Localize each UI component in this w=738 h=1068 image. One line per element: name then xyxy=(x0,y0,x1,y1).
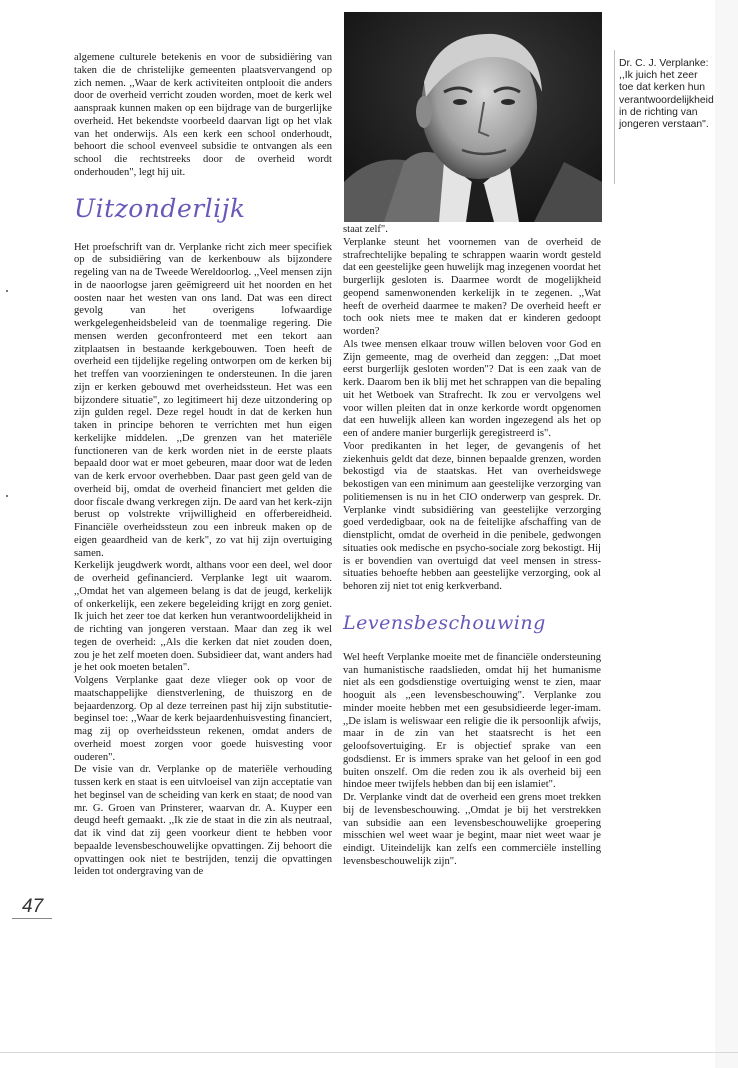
left-paragraph: Kerkelijk jeugdwerk wordt, althans voor een deel, wel door de overheid gefinancierd. Verplanke legt uit waarom. ,,Omdat het van algemeen belang is dat de jeugd, kerkelijk of onkerkelijk, een zekere begeleiding krijgt en zorg geniet. Ik juich het zeer toe dat kerken hun verantwoordelijkheid in de richting van jongeren verstaan. Maar dan zeg ik wel tegen de overheid: ,,Als die kerken dat niet zouden doen, zou je het zelf moeten doen. Subsidieer dat, want anders had je het ook moeten betalen". xyxy=(74,560,332,674)
margin-mark xyxy=(6,495,8,497)
photo-caption: Dr. C. J. Verplanke: ,,Ik juich het zeer toe dat kerken hun verantwoordelijkheid in de richting van jongeren verstaan". xyxy=(619,58,714,131)
page-edge xyxy=(715,0,738,1068)
middle-paragraph: Dr. Verplanke vindt dat de overheid een grens moet trekken bij de levensbeschouwing. ,,Omdat je bij het verstrekken van subsidie aan een levensbeschouwelijke groepering misschien wel weet waar je begint, maar niet weet waar je eindigt. Uiteindelijk kan zelfs een commerciële instelling levensbeschouwelijk zijn". xyxy=(343,792,601,867)
page-number-underline xyxy=(12,918,52,919)
middle-paragraph: Wel heeft Verplanke moeite met de financiële ondersteuning van humanistische raadslieden, omdat hij het humanisme niet als een godsdienstige overtuiging wenst te zien, maar hooguit als ,,een levensbeschouwing". Verplanke zou minder moeite hebben met een gesubsidieerde leger-imam. ,,De islam is weliswaar een religie die ik persoonlijk afwijs, maar in de zin van het staatsrecht is het een geloofsovertuiging. Er is objectief sprake van een godsdienst. Er is immers sprake van het geloof in een god buiten onszelf. Om die reden zou ik als overheid bij een hindoe meer twijfels hebben dan bij een islamiet". xyxy=(343,651,601,791)
left-paragraph: De visie van dr. Verplanke op de materiële verhouding tussen kerk en staat is een uitvloeisel van zijn acceptatie van het beginsel van de scheiding van kerk en staat; de nood van mr. G. Groen van Prinsterer, waarvan dr. A. Kuyper een deugd heeft gemaakt. ,,Ik zie de staat in die zin als neutraal, dat ik vind dat zij geen voorkeur dient te hebben voor bepaalde levensbeschouwelijke opvattingen. Zij behoort die opvattingen ook niet te bestrijden, tenzij die opvattingen leiden tot ondergraving van de xyxy=(74,764,332,878)
portrait-image xyxy=(344,12,602,222)
page-number: 47 xyxy=(22,896,44,917)
middle-paragraph: Voor predikanten in het leger, de gevangenis of het ziekenhuis geldt dat deze, binnen bepaalde grenzen, worden bekostigd via de staatskas. Het van overheidswege bekostigen van een minimum aan geestelijke verzorging van politiemensen is nu in het CIO onderwerp van gesprek. Dr. Verplanke vindt subsidiëring van geestelijke verzorging goed verdedigbaar, ook na de feitelijke afschaffing van de dienstplicht, omdat de overheid in die penibele, gedwongen situaties ook medische en psycho-sociale zorg bekostigt. Hij is er bovendien van overtuigd dat veel mensen in stress-situaties behoefte hebben aan geestelijke verzorging, ook al behoren zij niet tot enig kerkverband. xyxy=(343,440,601,592)
middle-paragraph: Als twee mensen elkaar trouw willen beloven voor God en Zijn gemeente, mag de overheid dan zeggen: ,,Dat moet eerst burgerlijk gesloten worden"? Dat is een zaak van de kerk. Daarom ben ik blij met het schrappen van die bepaling uit het Wetboek van Strafrecht. Ik zou er vervolgens wel voor willen pleiten dat in onze kerkorde wordt opgenomen dat een huwelijk alleen kan worden ingezegend als het op een of andere manier burgerlijk geregistreerd is". xyxy=(343,338,601,439)
left-paragraph: Volgens Verplanke gaat deze vlieger ook op voor de maatschappelijke dienstverlening, de thuiszorg en de bejaardenzorg. Op al deze terreinen past hij zijn substitutie-beginsel toe: ,,Waar de kerk bejaardenhuisvesting financiert, mag zij op overheidssteun rekenen, omdat anders de overheid moest zorgen voor goede huisvesting voor ouderen". xyxy=(74,675,332,763)
middle-paragraph: Verplanke steunt het voornemen van de overheid de strafrechtelijke bepaling te schrappen waarin wordt gesteld dat een geestelijke geen huwelijk mag inzegenen voordat het burgerlijk gesloten is. Daarmee wordt de mogelijkheid geopend samenwonenden kerkelijk in te zegenen. ,,Wat heeft de overheid daarmee te maken? De overheid heeft er toch ook niets mee te maken dat er kinderen gedoopt worden? xyxy=(343,236,601,337)
left-column xyxy=(74,52,332,879)
middle-column xyxy=(343,224,601,869)
left-paragraph: Het proefschrift van dr. Verplanke richt zich meer specifiek op de subsidiëring van de kerkenbouw als bijzondere regeling van na de Tweede Wereldoorlog. ,,Veel mensen zijn in de naoorlogse jaren geëmigreerd uit het noorden en het oosten naar het westen van ons land. Dat was een direct gevolg van het overigens lofwaardige werkgelegenheidsbeleid van de toenmalige regering. Die mensen werden geconfronteerd met een tekort aan zitplaatsen in bestaande kerkgebouwen. Toen heeft de overheid een tijdelijke regeling ontworpen om de kerken bij het treffen van voorzieningen te ondersteunen. In die jaren zijn er kerken gebouwd met overheidssteun. Het was een bijzondere situatie", zo legitimeert hij deze uitzondering op zijn gulden regel. Deze regel houdt in dat de kerken hun taken in principe behoren te verrichten met hun eigen kerkelijke middelen. ,,De grenzen van het materiële functioneren van de kerk worden niet in de eerste plaats bepaald door wat er moet gebeuren, maar door wat de leden van de kerk ervoor overhebben. Daar past geen geld van de overheid bij, omdat de overheid financiert met gelden die door fiscale dwang verkregen zijn. De aard van het kerk-zijn berust op volstrekte vrijwilligheid en offerbereidheid. Financiële overheidssteun zou een inbreuk maken op de eigen geaardheid van de kerk", zo vat hij zijn overtuiging samen. xyxy=(74,241,332,559)
heading-levensbeschouwing: Levensbeschouwing xyxy=(343,611,546,634)
left-intro-paragraph: algemene culturele betekenis en voor de subsidiëring van taken die de christelijke gemeenten plaatsvervangend op zich nemen. ,,Waar de kerk activiteiten ontplooit die anders door de overheid verricht zouden worden, moet de kerk wel aanspraak kunnen maken op een bijdrage van de burgerlijke overheid. Het bekendste voorbeeld daarvan ligt op het vlak van het onderwijs. Als een kerk een school onderhoudt, behoort die school evenveel subsidie te ontvangen als een school die rechtstreeks door de overheid wordt onderhouden", legt hij uit. xyxy=(74,52,332,178)
margin-mark xyxy=(6,290,8,292)
caption-divider xyxy=(614,50,615,184)
middle-paragraph: staat zelf". xyxy=(343,224,388,235)
portrait-photo xyxy=(344,12,602,222)
heading-uitzonderlijk: Uitzonderlijk xyxy=(74,193,246,223)
bottom-divider xyxy=(0,1052,738,1053)
